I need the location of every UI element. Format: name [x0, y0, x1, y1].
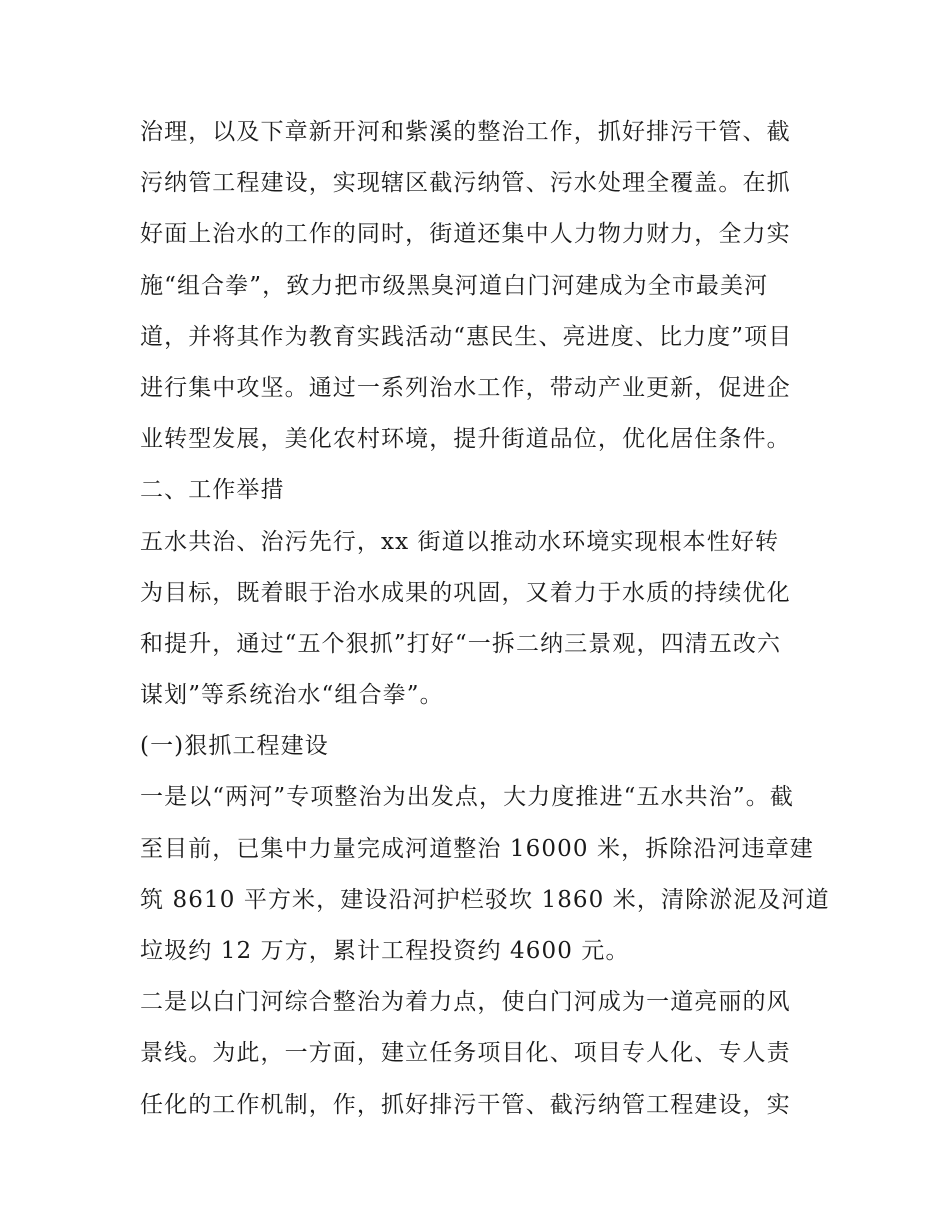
subsection-heading: (一)狠抓工程建设 — [140, 733, 329, 760]
text-line: 一是以“两河”专项整治为出发点，大力度推进“五水共治”。截 — [140, 784, 794, 811]
text-line: 施“组合拳”，致力把市级黑臭河道白门河建成为全市最美河 — [140, 272, 769, 299]
text-line: 二是以白门河综合整治为着力点，使白门河成为一道亮丽的风 — [140, 989, 791, 1016]
text-line: 至目前，已集中力量完成河道整治 16000 米，拆除沿河违章建 — [140, 835, 814, 862]
text-line: 谋划”等系统治水“组合拳”。 — [140, 682, 444, 709]
text-line: 进行集中攻坚。通过一系列治水工作，带动产业更新，促进企 — [140, 374, 791, 401]
text-line: 业转型发展，美化农村环境，提升街道品位，优化居住条件。 — [140, 426, 791, 453]
body-text — [140, 107, 830, 1131]
text-line: 垃圾约 12 万方，累计工程投资约 4600 元。 — [140, 938, 630, 964]
text-line: 为目标，既着眼于治水成果的巩固，又着力于水质的持续优化 — [140, 579, 791, 606]
text-line: 和提升，通过“五个狠抓”打好“一拆二纳三景观，四清五改六 — [140, 630, 782, 657]
text-line: 筑 8610 平方米，建设沿河护栏驳坎 1860 米，清除淤泥及河道 — [140, 886, 830, 913]
section-heading: 二、工作举措 — [140, 477, 285, 504]
text-line: 治理，以及下章新开河和紫溪的整治工作，抓好排污干管、截 — [140, 119, 791, 145]
text-line: 五水共治、治污先行，xx 街道以推动水环境实现根本性好转 — [140, 528, 780, 555]
text-line: 任化的工作机制，作，抓好排污干管、截污纳管工程建设，实 — [140, 1091, 791, 1118]
text-line: 道，并将其作为教育实践活动“惠民生、亮进度、比力度”项目 — [140, 323, 793, 350]
text-line: 好面上治水的工作的同时，街道还集中人力物力财力，全力实 — [140, 221, 791, 248]
text-line: 污纳管工程建设，实现辖区截污纳管、污水处理全覆盖。在抓 — [140, 170, 791, 197]
text-line: 景线。为此，一方面，建立任务项目化、项目专人化、专人责 — [140, 1040, 791, 1067]
